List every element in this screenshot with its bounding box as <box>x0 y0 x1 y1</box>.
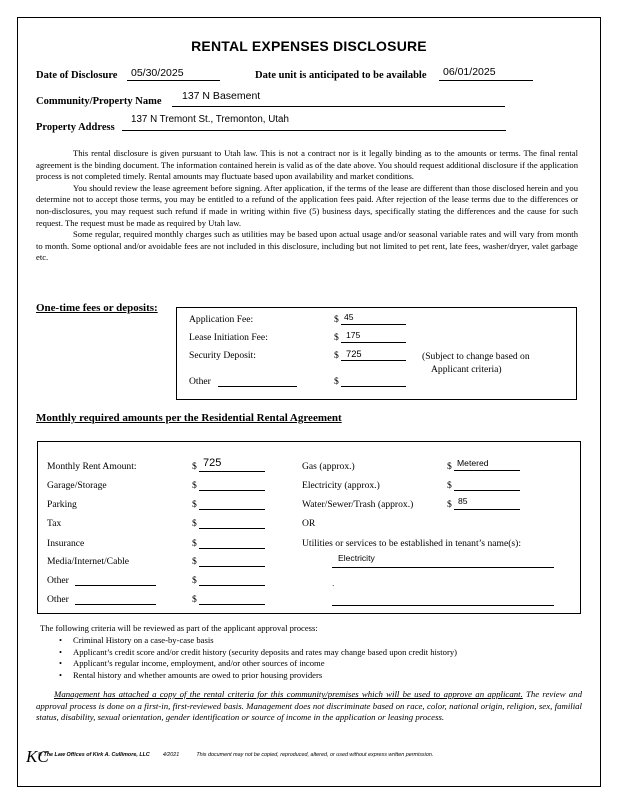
available-date-label: Date unit is anticipated to be available <box>255 70 427 81</box>
bullet-icon: • <box>59 635 63 645</box>
bullet-icon: • <box>59 646 63 657</box>
other-fee-label: Other <box>189 376 211 387</box>
water-sewer-trash-dollar: $ <box>447 499 452 510</box>
water-sewer-trash-line <box>454 509 520 510</box>
criteria-intro: The following criteria will be reviewed as part of the applicant approval process: <box>40 623 318 633</box>
monthly-item-line <box>199 585 265 586</box>
criteria-item: Applicant’s regular income, employment, and/or other sources of income <box>73 658 325 668</box>
monthly-item-dollar: $ <box>192 518 197 529</box>
gas-line <box>454 470 520 471</box>
other-fee-line[interactable] <box>341 386 406 387</box>
electricity-dollar: $ <box>447 480 452 491</box>
paragraph-monthly-charges: Some regular, required monthly charges such as utilities may be based upon actual usage and/or seasonal variable rates and will vary from month to month. Some optional and/or avoidable fees are not included in this disclosure, including but not limited to pet rent, late fees, washer/dryer, valet garbage etc. <box>36 229 578 263</box>
bullet-icon: • <box>59 658 63 668</box>
copyright-notice: This document may not be copied, reproduced, altered, or used without express written permission. <box>196 752 434 758</box>
other-monthly-name-line[interactable] <box>75 585 156 586</box>
svg-text:KC: KC <box>26 747 49 766</box>
gas-label: Gas (approx.) <box>302 461 355 472</box>
monthly-item-label: Garage/Storage <box>47 480 107 491</box>
application-fee-field[interactable]: 45 <box>344 312 354 322</box>
monthly-amounts-heading: Monthly required amounts per the Residential Rental Agreement <box>36 412 342 424</box>
security-deposit-dollar: $ <box>334 350 339 361</box>
monthly-item-line <box>199 471 265 472</box>
monthly-item-label: Monthly Rent Amount: <box>47 461 137 472</box>
monthly-item-label: Parking <box>47 499 77 510</box>
electricity-label: Electricity (approx.) <box>302 480 380 491</box>
gas-field[interactable]: Metered <box>457 458 489 468</box>
property-address-line <box>122 130 506 131</box>
monthly-item-label: Other <box>47 575 69 586</box>
disclosure-text <box>36 148 578 264</box>
document-title: RENTAL EXPENSES DISCLOSURE <box>191 38 427 54</box>
monthly-item-line <box>199 604 265 605</box>
security-deposit-line <box>341 360 406 361</box>
security-deposit-label: Security Deposit: <box>189 350 256 361</box>
monthly-item-field[interactable]: 725 <box>203 457 222 469</box>
monthly-item-line <box>199 548 265 549</box>
tenant-utilities-field-1[interactable]: Electricity <box>338 553 375 563</box>
one-time-fees-heading: One-time fees or deposits: <box>36 302 158 314</box>
other-monthly-name-line[interactable] <box>75 604 156 605</box>
tenant-utilities-line-2 <box>332 605 554 606</box>
lease-initiation-fee-label: Lease Initiation Fee: <box>189 332 268 343</box>
monthly-item-dollar: $ <box>192 480 197 491</box>
or-label: OR <box>302 518 316 529</box>
electricity-line <box>454 490 520 491</box>
monthly-item-label: Tax <box>47 518 62 529</box>
monthly-item-label: Other <box>47 594 69 605</box>
law-office-name: ® The Law Offices of Kirk A. Cullimore, LLC <box>38 752 150 758</box>
monthly-item-label: Media/Internet/Cable <box>47 556 130 567</box>
monthly-item-line <box>199 566 265 567</box>
community-name-label: Community/Property Name <box>36 96 162 107</box>
water-sewer-trash-label: Water/Sewer/Trash (approx.) <box>302 499 414 510</box>
management-disclaimer <box>36 689 582 724</box>
monthly-item-dollar: $ <box>192 575 197 586</box>
criteria-item: Applicant’s credit score and/or credit history (security deposits and rates may change based upon credit history) <box>73 646 457 657</box>
application-fee-line <box>341 324 406 325</box>
fair-housing-notice: The review and approval process is done on a first-in, first-reviewed basis. Management does not discriminate based on race, color, national origin, religion, sex, familial status, disability, sexual orientation, gender identification or source of income in the application or leasing process. <box>36 689 582 723</box>
available-date-line <box>439 80 533 81</box>
available-date-field[interactable]: 06/01/2025 <box>443 66 496 78</box>
gas-dollar: $ <box>447 461 452 472</box>
tenant-utilities-field-2[interactable]: . <box>332 578 335 588</box>
property-address-field[interactable]: 137 N Tremont St., Tremonton, Utah <box>131 114 289 125</box>
date-of-disclosure-line <box>127 80 220 81</box>
other-fee-name-line[interactable] <box>218 386 297 387</box>
date-of-disclosure-field[interactable]: 05/30/2025 <box>131 67 184 79</box>
monthly-item-dollar: $ <box>192 594 197 605</box>
monthly-item-line <box>199 528 265 529</box>
application-fee-dollar: $ <box>334 314 339 325</box>
monthly-item-dollar: $ <box>192 556 197 567</box>
water-sewer-trash-field[interactable]: 85 <box>458 496 468 506</box>
monthly-item-dollar: $ <box>192 499 197 510</box>
monthly-item-dollar: $ <box>192 538 197 549</box>
rental-criteria-notice: Management has attached a copy of the rental criteria for this community/premises which will be used to approve an applicant. <box>54 689 523 699</box>
form-version: 4/2021 <box>162 752 180 758</box>
monthly-item-line <box>199 490 265 491</box>
bullet-icon: • <box>59 669 63 680</box>
community-name-line <box>172 106 505 107</box>
tenant-utilities-line-1 <box>332 567 554 568</box>
property-address-label: Property Address <box>36 122 115 133</box>
criteria-item: Rental history and whether amounts are owed to prior housing providers <box>73 669 323 680</box>
tenant-utilities-label: Utilities or services to be established in tenant’s name(s): <box>302 538 522 549</box>
monthly-item-dollar: $ <box>192 461 197 472</box>
application-fee-label: Application Fee: <box>189 314 254 325</box>
other-fee-dollar: $ <box>334 376 339 387</box>
security-deposit-field[interactable]: 725 <box>346 348 362 359</box>
monthly-item-line <box>199 509 265 510</box>
criteria-item: Criminal History on a case-by-case basis <box>73 635 214 645</box>
paragraph-lease-review: You should review the lease agreement before signing. After application, if the terms of the lease are different than those disclosed herein and you determine not to accept those terms, you may be entitled to a refund of the application fees paid. After rejection of the lease terms due to the differences or non-disclosures, you may request such refund if made in writing within five (5) business days, specifically stating the differences and the cause for such request. The request must be made as required by Utah law. <box>36 182 578 228</box>
lease-initiation-fee-field[interactable]: 175 <box>346 330 361 340</box>
lease-initiation-fee-dollar: $ <box>334 332 339 343</box>
date-of-disclosure-label: Date of Disclosure <box>36 70 118 81</box>
community-name-field[interactable]: 137 N Basement <box>182 90 261 102</box>
deposit-note-line1: (Subject to change based on <box>422 351 530 362</box>
paragraph-legal-notice: This rental disclosure is given pursuant to Utah law. This is not a contract nor is it legally binding as to the amounts or terms. The final rental agreement is the binding document. The information contained herein is valid as of the date above. You should request additional disclosure if the application process is not completed timely. Rental amounts may fluctuate based upon availability and market conditions. <box>36 148 578 182</box>
footer <box>38 752 433 758</box>
deposit-note-line2: Applicant criteria) <box>431 364 502 375</box>
lease-initiation-fee-line <box>341 342 406 343</box>
monthly-item-label: Insurance <box>47 538 85 549</box>
